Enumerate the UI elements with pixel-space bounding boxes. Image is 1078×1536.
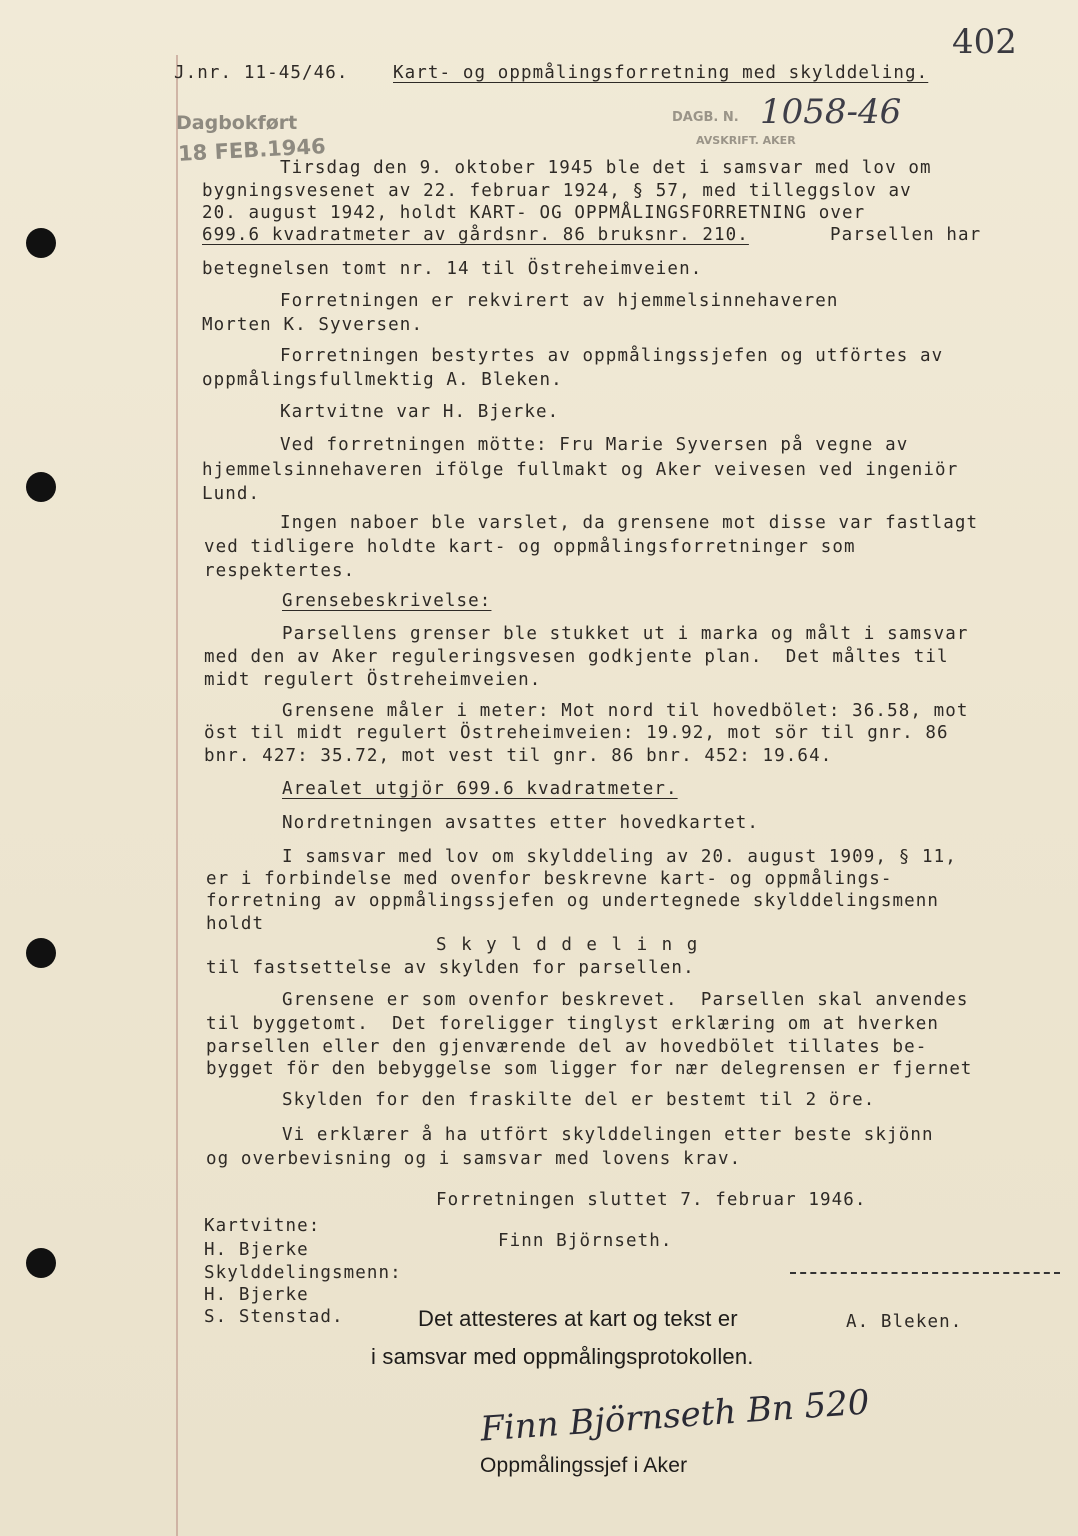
attest-line-1: Det attesteres at kart og tekst er bbox=[418, 1306, 738, 1331]
property-reference: 699.6 kvadratmeter av gårdsnr. 86 bruksnr. 210. bbox=[202, 225, 749, 245]
body-line: I samsvar med lov om skylddeling av 20. august 1909, § 11, bbox=[282, 847, 957, 867]
body-line: öst til midt regulert Östreheimveien: 19.92, mot sör til gnr. 86 bbox=[204, 723, 949, 743]
skylddelingsmenn-label: Skylddelingsmenn: bbox=[204, 1263, 402, 1283]
skylddelingsmann-name: H. Bjerke bbox=[204, 1285, 309, 1305]
body-line: Forretningen er rekvirert av hjemmelsinnehaveren bbox=[280, 291, 839, 311]
document-title: Kart- og oppmålingsforretning med skylddeling. bbox=[393, 63, 929, 83]
body-line: ved tidligere holdte kart- og oppmålingsforretninger som bbox=[204, 537, 856, 557]
body-line: bygningsvesenet av 22. februar 1924, § 57, med tilleggslov av bbox=[202, 181, 912, 201]
body-line: Grensene måler i meter: Mot nord til hovedbölet: 36.58, mot bbox=[282, 701, 969, 721]
body-line: med den av Aker reguleringsvesen godkjente plan. Det måltes til bbox=[204, 647, 949, 667]
kartvitne-label: Kartvitne: bbox=[204, 1216, 321, 1236]
body-line: er i forbindelse med ovenfor beskrevne kart- og oppmålings- bbox=[206, 869, 893, 889]
margin-rule bbox=[176, 55, 178, 1536]
punch-hole bbox=[26, 938, 56, 968]
dagb-stamp-prefix: DAGB. N. bbox=[672, 110, 739, 125]
body-line: Morten K. Syversen. bbox=[202, 315, 424, 335]
body-line: Ved forretningen mötte: Fru Marie Syversen på vegne av bbox=[280, 435, 909, 455]
body-line: Vi erklærer å ha utfört skylddelingen etter beste skjönn bbox=[282, 1125, 934, 1145]
body-line: og overbevisning og i samsvar med lovens krav. bbox=[206, 1149, 742, 1169]
dagbok-stamp-label: Dagbokført bbox=[176, 112, 298, 134]
body-line: til byggetomt. Det foreligger tinglyst erklæring om at hverken bbox=[206, 1014, 940, 1034]
body-line: bnr. 427: 35.72, mot vest til gnr. 86 bnr. 452: 19.64. bbox=[204, 746, 833, 766]
section-heading-areal: Arealet utgjör 699.6 kvadratmeter. bbox=[282, 779, 678, 799]
body-line: Grensene er som ovenfor beskrevet. Parsellen skal anvendes bbox=[282, 990, 969, 1010]
punch-hole bbox=[26, 1248, 56, 1278]
body-line: til fastsettelse av skylden for parsellen. bbox=[206, 958, 695, 978]
signature-finn: Finn Björnseth. bbox=[498, 1231, 673, 1251]
body-line: bygget för den bebyggelse som ligger for nær delegrensen er fjernet bbox=[206, 1059, 973, 1079]
attest-footer: Oppmålingssjef i Aker bbox=[480, 1454, 688, 1477]
body-line: oppmålingsfullmektig A. Bleken. bbox=[202, 370, 563, 390]
punch-hole bbox=[26, 228, 56, 258]
journal-number: J.nr. 11-45/46. bbox=[174, 63, 349, 83]
punch-hole bbox=[26, 472, 56, 502]
dagbok-stamp-date: 18 FEB.1946 bbox=[177, 134, 327, 166]
section-heading-grense: Grensebeskrivelse: bbox=[282, 591, 492, 611]
kartvitne-name: H. Bjerke bbox=[204, 1240, 309, 1260]
body-line: Skylden for den fraskilte del er bestemt til 2 öre. bbox=[282, 1090, 876, 1110]
body-line: Parsellen har bbox=[830, 225, 982, 245]
body-line: holdt bbox=[206, 914, 265, 934]
closing-line: Forretningen sluttet 7. februar 1946. bbox=[436, 1190, 867, 1210]
page-number: 402 bbox=[952, 22, 1017, 62]
body-line: Lund. bbox=[202, 484, 261, 504]
body-line: parsellen eller den gjenværende del av hovedbölet tillates be- bbox=[206, 1037, 928, 1057]
section-heading-skylddeling: S k y l d d e l i n g bbox=[436, 935, 700, 955]
handwritten-signature: Finn Björnseth Bn 520 bbox=[479, 1382, 871, 1450]
signature-line bbox=[790, 1272, 1060, 1274]
dagb-number: 1058-46 bbox=[760, 92, 902, 132]
body-line: Nordretningen avsattes etter hovedkartet. bbox=[282, 813, 760, 833]
avskrift-stamp: AVSKRIFT. AKER bbox=[696, 134, 796, 147]
skylddelingsmann-name: S. Stenstad. bbox=[204, 1307, 344, 1327]
body-line: forretning av oppmålingssjefen og undertegnede skylddelingsmenn bbox=[206, 891, 940, 911]
body-line: Kartvitne var H. Bjerke. bbox=[280, 402, 560, 422]
body-line: respektertes. bbox=[204, 561, 356, 581]
body-line: betegnelsen tomt nr. 14 til Östreheimveien. bbox=[202, 259, 703, 279]
body-line: 20. august 1942, holdt KART- OG OPPMÅLINGSFORRETNING over bbox=[202, 203, 866, 223]
signature-bleken: A. Bleken. bbox=[846, 1312, 963, 1332]
body-line: Forretningen bestyrtes av oppmålingssjefen og utförtes av bbox=[280, 346, 944, 366]
body-line: midt regulert Östreheimveien. bbox=[204, 670, 542, 690]
body-line: Ingen naboer ble varslet, da grensene mot disse var fastlagt bbox=[280, 513, 979, 533]
body-line: Tirsdag den 9. oktober 1945 ble det i samsvar med lov om bbox=[280, 158, 932, 178]
attest-line-2: i samsvar med oppmålingsprotokollen. bbox=[371, 1344, 754, 1369]
body-line: Parsellens grenser ble stukket ut i marka og målt i samsvar bbox=[282, 624, 969, 644]
body-line: hjemmelsinnehaveren ifölge fullmakt og Aker veivesen ved ingeniör bbox=[202, 460, 959, 480]
